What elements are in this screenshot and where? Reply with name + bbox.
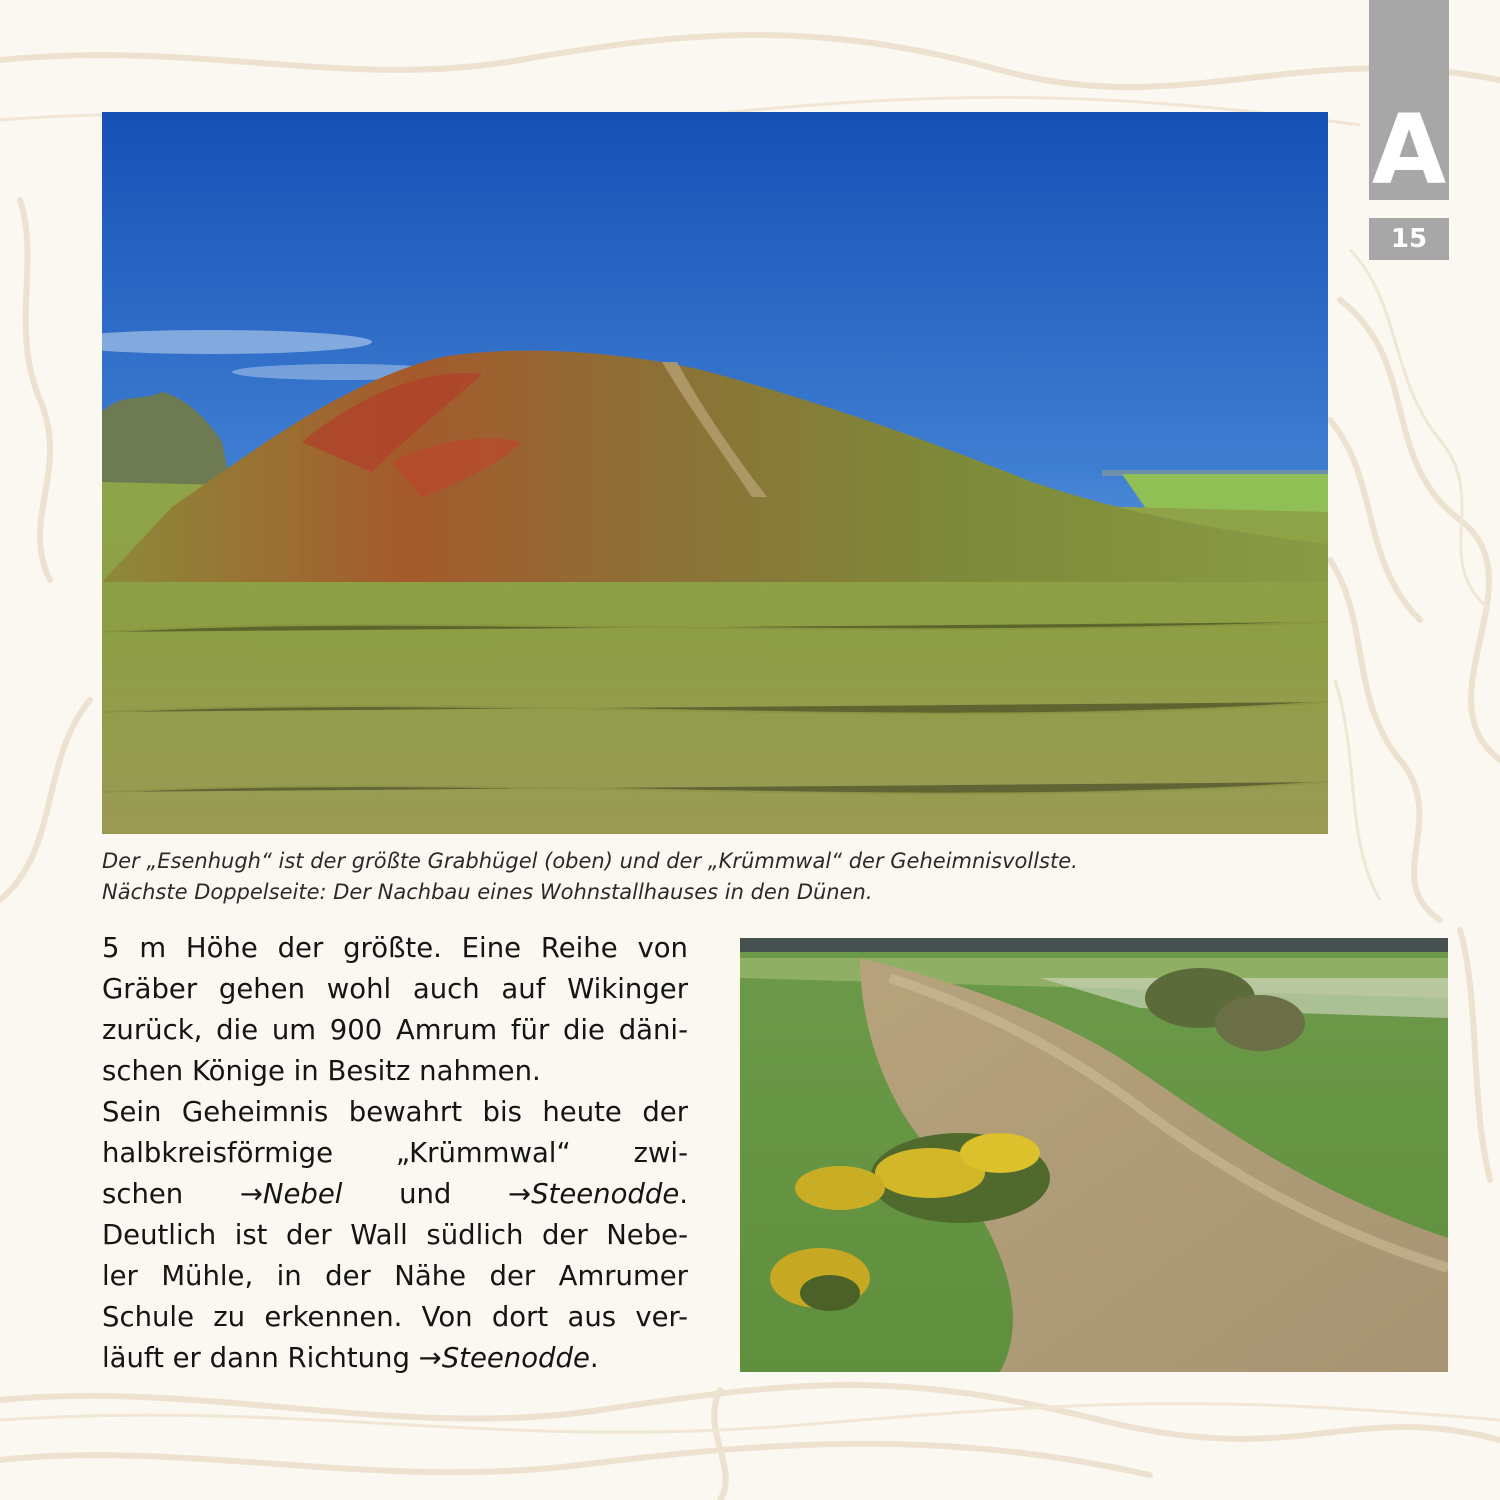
arrow-icon: →: [239, 1178, 263, 1210]
photo-burial-mound: [102, 112, 1328, 834]
body-word: läuft er dann Richtung: [102, 1342, 419, 1374]
body-line: [102, 1174, 688, 1215]
caption-line-2: Nächste Doppelseite: Der Nachbau eines Wohnstallhauses in den Dünen.: [102, 880, 873, 904]
body-line: schen Könige in Besitz nahmen.: [102, 1055, 541, 1087]
body-text: [102, 928, 688, 1379]
page-number: 15: [1369, 218, 1449, 260]
body-word: schen: [102, 1178, 184, 1210]
photo-caption: [102, 846, 1332, 908]
body-punct: .: [589, 1342, 599, 1374]
place-link-nebel[interactable]: Nebel: [262, 1178, 343, 1210]
place-link-steenodde[interactable]: Steenodde: [531, 1178, 680, 1210]
body-line: Gräber gehen wohl auch auf Wikinger: [102, 973, 688, 1005]
body-line: Deutlich ist der Wall südlich der Nebe-: [102, 1219, 688, 1251]
body-line: zurück, die um 900 Amrum für die däni-: [102, 1014, 688, 1046]
photo-kruemmwal: [740, 938, 1448, 1372]
body-line: [102, 1338, 688, 1379]
arrow-icon: →: [508, 1178, 532, 1210]
place-link-steenodde[interactable]: Steenodde: [441, 1342, 590, 1374]
chapter-tab: [1369, 0, 1449, 206]
body-line: ler Mühle, in der Nähe der Amrumer: [102, 1260, 688, 1292]
body-line: 5 m Höhe der größte. Eine Reihe von: [102, 932, 688, 964]
caption-line-1: Der „Esenhugh“ ist der größte Grabhügel (oben) und der „Krümmwal“ der Geheimnisvollste.: [102, 849, 1078, 873]
body-word: und: [399, 1178, 452, 1210]
chapter-letter: A: [1371, 94, 1447, 206]
arrow-icon: →: [418, 1342, 442, 1374]
body-punct: .: [679, 1178, 689, 1210]
body-line: Schule zu erkennen. Von dort aus ver-: [102, 1301, 688, 1333]
body-line: Sein Geheimnis bewahrt bis heute der: [102, 1096, 688, 1128]
body-line: halbkreisförmige „Krümmwal“ zwi-: [102, 1137, 688, 1169]
